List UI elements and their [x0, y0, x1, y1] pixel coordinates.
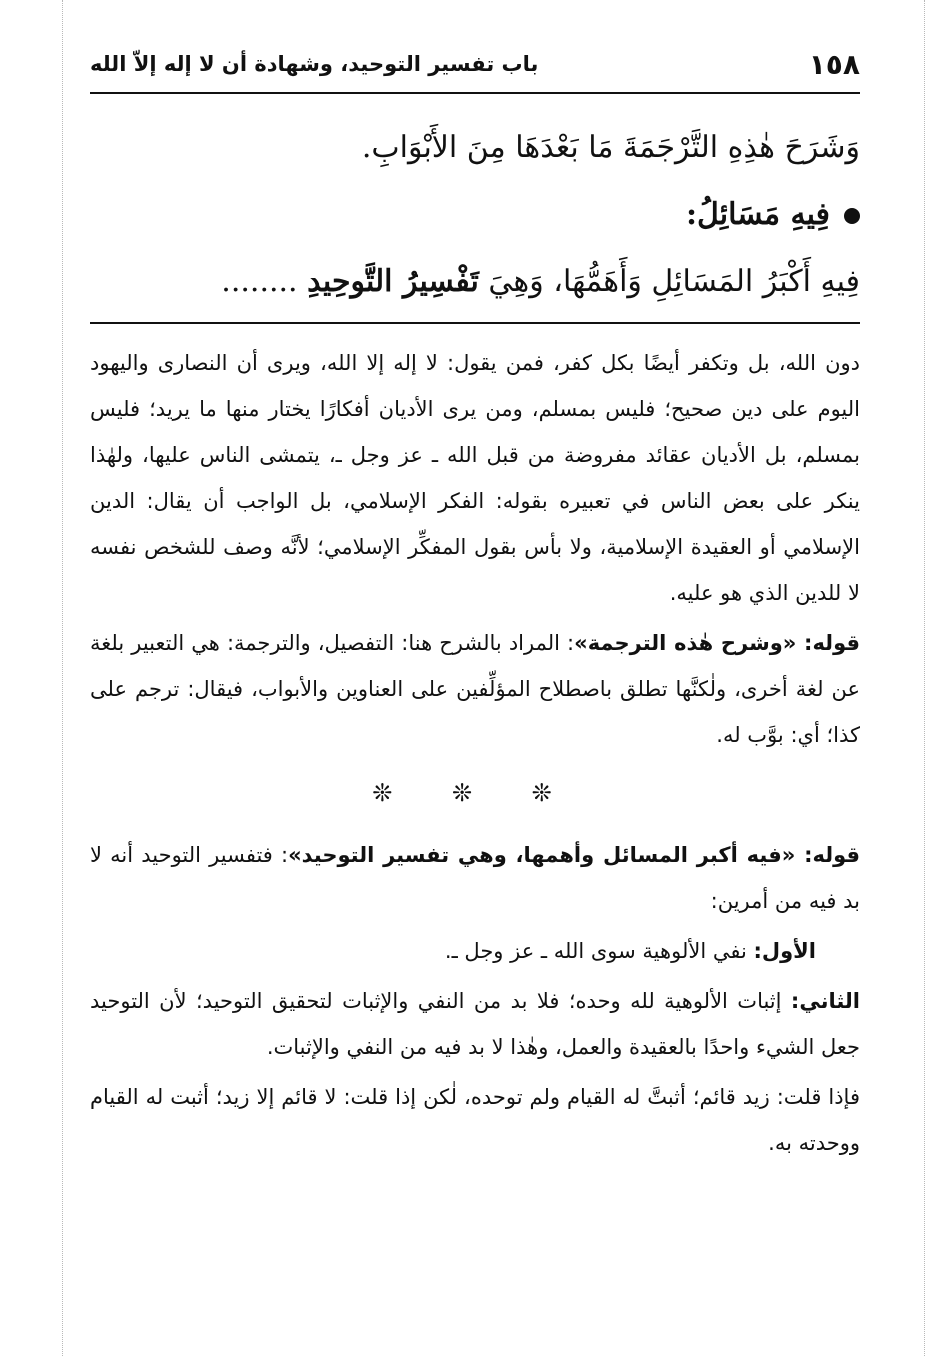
page-edge-left: [62, 0, 63, 1356]
paragraph-text: : فتفسير التوحيد أنه لا بد فيه من أمرين:: [90, 843, 860, 913]
page-header: [90, 34, 860, 94]
matn-continuation-dots: ........: [221, 264, 298, 299]
paragraph-5: [90, 978, 860, 1070]
paragraph-6: فإذا قلت: زيد قائم؛ أثبتَّ له القيام ولم توحده، لٰكن إذا قلت: لا قائم إلا زيد؛ أثبت له القيام ووحدته به.: [90, 1085, 860, 1155]
matn-text: وَشَرَحَ هٰذِهِ التَّرْجَمَةَ مَا بَعْدَهَا مِنَ الأَبْوَابِ.: [361, 130, 860, 165]
running-title: باب تفسير التوحيد، وشهادة أن لا إله إلاّ الله: [90, 52, 539, 76]
matn-text-a: فِيهِ أَكْبَرُ المَسَائِلِ وَأَهَمُّهَا، وَهِيَ: [488, 264, 860, 299]
matn-line-3: [90, 262, 860, 302]
commentary-body: [90, 340, 860, 1166]
quote-keyword: قوله: «وشرح هٰذه الترجمة»: [574, 631, 860, 655]
item-label: الثاني:: [790, 989, 860, 1013]
matn-heading-text: فِيهِ مَسَائِلُ:: [685, 197, 830, 232]
paragraph-2: [90, 620, 860, 758]
header-rule: [90, 92, 860, 94]
page-edge-right: [924, 0, 925, 1356]
matn-line-1: [90, 128, 860, 168]
section-separator-stars: ❊ ❊ ❊: [372, 779, 578, 807]
paragraph-text: نفي الألوهية سوى الله ـ عز وجل ـ.: [444, 939, 754, 963]
paragraph-3: [90, 832, 860, 924]
paragraph-1: دون الله، بل وتكفر أيضًا بكل كفر، فمن يقول: لا إله إلا الله، ويرى أن النصارى واليهود اليوم على دين صحيح؛ فليس بمسلم، ومن يرى الأديان أفكارًا يختار منها ما يريد؛ فليس بمسلم، بل الأديان عقائد مفروضة من قبل الله ـ عز وجل ـ، يتمشى الناس عليها، ولهٰذا ينكر على بعض الناس في تعبيره بقوله: الفكر الإسلامي، بل الواجب أن يقال: الدين الإسلامي أو العقيدة الإسلامية، ولا بأس بقول المفكِّر الإسلامي؛ لأنَّه وصف للشخص نفسه لا للدين الذي هو عليه.: [90, 351, 860, 605]
matn-text-b: تَفْسِيرُ التَّوحِيدِ: [307, 264, 479, 299]
paragraph-4: [90, 928, 860, 974]
bullet-icon: [844, 208, 860, 224]
page-number: ١٥٨: [808, 47, 860, 81]
paragraph-text: إثبات الألوهية لله وحده؛ فلا بد من النفي والإثبات لتحقيق التوحيد؛ لأن التوحيد جعل الشيء واحدًا بالعقيدة والعمل، وهٰذا لا بد فيه من النفي والإثبات.: [90, 989, 860, 1059]
matn-heading: [90, 195, 860, 235]
quote-keyword: قوله: «فيه أكبر المسائل وأهمها، وهي تفسير التوحيد»: [288, 843, 860, 867]
section-rule: [90, 322, 860, 324]
item-label: الأول:: [753, 939, 816, 963]
paragraph-text: : المراد بالشرح هنا: التفصيل، والترجمة: هي التعبير بلغة عن لغة أخرى، ولٰكنَّها تطلق باصطلاح المؤلِّفين على العناوين والأبواب، فيقال: ترجم على كذا؛ أي: بوَّب له.: [90, 631, 860, 747]
